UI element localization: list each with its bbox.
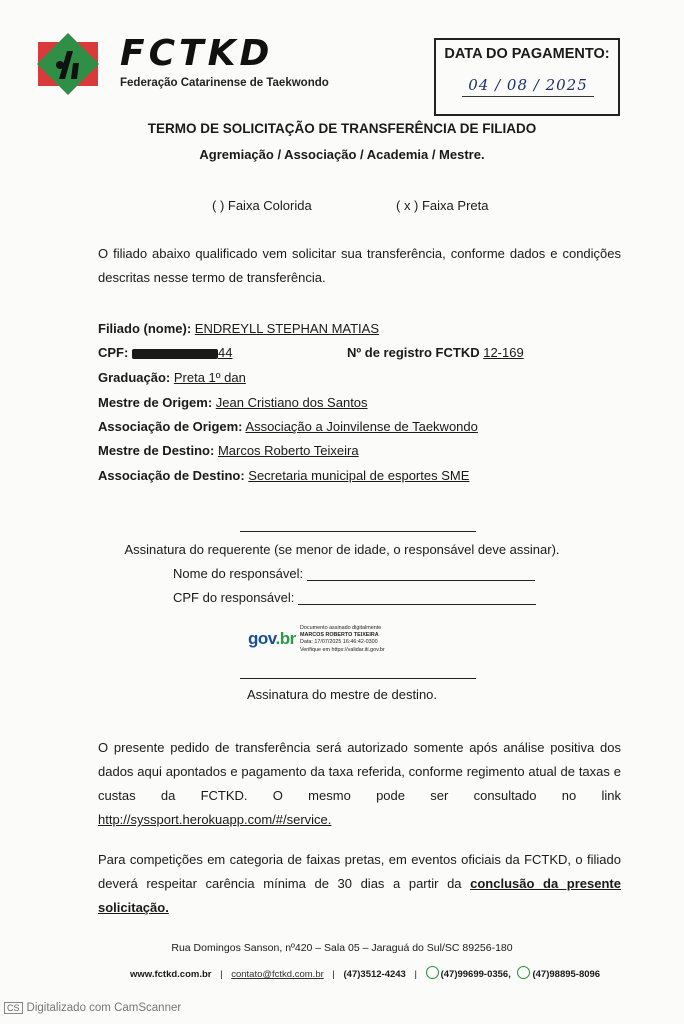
notice-authorization <box>98 736 621 832</box>
responsavel-name-label: Nome do responsável: <box>173 566 304 581</box>
field-assoc-destino-label: Associação de Destino: <box>98 468 245 483</box>
govbr-signature-stamp <box>248 625 428 665</box>
signature-mestre-destino-label: Assinatura do mestre de destino. <box>246 687 438 702</box>
notice-authorization-paragraph <box>98 736 621 832</box>
payment-date-value: 04 / 08 / 2025 <box>468 76 588 94</box>
notice-black-belt-paragraph <box>98 848 621 920</box>
field-mestre-destino-value: Marcos Roberto Teixeira <box>217 443 359 458</box>
field-filiado <box>98 321 379 336</box>
camscanner-watermark <box>4 1002 181 1014</box>
govbr-logo <box>248 629 296 649</box>
whatsapp-icon <box>426 966 439 979</box>
payment-date-box <box>434 38 620 116</box>
govbr-logo-gov: gov <box>248 629 276 648</box>
field-assoc-destino-value: Secretaria municipal de esportes SME <box>248 468 470 483</box>
field-assoc-origem <box>98 419 478 434</box>
field-cpf <box>98 345 232 360</box>
payment-date-line <box>462 96 594 97</box>
field-mestre-destino-label: Mestre de Destino: <box>98 443 215 458</box>
govbr-logo-br: .br <box>275 629 296 648</box>
footer-phone-2: (47)99699-0356, <box>440 969 511 980</box>
cpf-redaction <box>132 349 218 359</box>
fctkd-logo <box>37 33 99 95</box>
footer-phone-3: (47)98895-8096 <box>532 969 601 980</box>
field-registro <box>347 345 524 360</box>
document-subtitle: Agremiação / Associação / Academia / Mestre. <box>199 147 485 162</box>
option-faixa-colorida: ( ) Faixa Colorida <box>212 198 312 213</box>
footer-contacts: www.fctkd.com.br | contato@fctkd.com.br | (47)3512-4243 | (47)99699-0356, (47)98895-8096 <box>130 966 600 980</box>
responsavel-name-blank <box>307 566 535 581</box>
field-registro-label: Nº de registro FCTKD <box>347 345 480 360</box>
govbr-line-1: Documento assinado digitalmente <box>300 625 382 631</box>
field-graduacao <box>98 370 246 385</box>
footer-site[interactable]: www.fctkd.com.br <box>130 969 212 980</box>
responsavel-cpf-label: CPF do responsável: <box>173 590 295 605</box>
intro-text: O filiado abaixo qualificado vem solicitar sua transferência, conforme dados e condições descritas nesse termo de transferência. <box>98 246 621 285</box>
field-assoc-origem-label: Associação de Origem: <box>98 419 243 434</box>
field-mestre-origem-label: Mestre de Origem: <box>98 395 213 410</box>
field-mestre-origem-value: Jean Cristiano dos Santos <box>215 395 368 410</box>
notice-authorization-text: O presente pedido de transferência será autorizado somente após análise positiva dos dados aqui apontados e pagamento da taxa referida, conforme regimento atual de taxas e custas da FCTKD. O mesmo pode ser consultado no link <box>98 740 621 803</box>
responsavel-name-row <box>173 566 535 581</box>
footer-address: Rua Domingos Sanson, nº420 – Sala 05 – Jaraguá do Sul/SC 89256-180 <box>171 942 513 954</box>
field-graduacao-label: Graduação: <box>98 370 171 385</box>
option-faixa-preta: ( x ) Faixa Preta <box>396 198 489 213</box>
brand-name: FCTKD <box>120 33 274 74</box>
camscanner-icon: CS <box>4 1002 23 1014</box>
notice-black-belt-emphasis: conclusão da presente solicitação. <box>98 876 621 915</box>
field-assoc-destino <box>98 468 469 483</box>
field-cpf-label: CPF: <box>98 345 129 360</box>
field-registro-value: 12-169 <box>483 345 524 360</box>
field-cpf-value: 44 <box>217 345 233 360</box>
responsavel-cpf-row <box>173 590 536 605</box>
field-graduacao-value: Preta 1º dan <box>173 370 246 385</box>
whatsapp-icon <box>517 966 530 979</box>
camscanner-text: Digitalizado com CamScanner <box>26 1002 182 1014</box>
govbr-line-2: MARCOS ROBERTO TEIXEIRA <box>300 632 379 639</box>
footer-phone-1: (47)3512-4243 <box>343 969 406 980</box>
responsavel-cpf-blank <box>298 590 536 605</box>
signature-requerente-label: Assinatura do requerente (se menor de idade, o responsável deve assinar). <box>124 542 560 557</box>
payment-date-title: DATA DO PAGAMENTO: <box>444 46 610 62</box>
field-filiado-value: ENDREYLL STEPHAN MATIAS <box>194 321 380 336</box>
signature-line-requerente <box>240 531 476 532</box>
govbr-stamp-text <box>300 625 385 654</box>
notice-black-belt <box>98 848 621 920</box>
field-filiado-label: Filiado (nome): <box>98 321 192 336</box>
intro-paragraph <box>98 242 621 290</box>
footer-email[interactable]: contato@fctkd.com.br <box>231 969 324 980</box>
govbr-line-3: Data: 17/07/2025 16:46:42-0300 <box>300 639 378 646</box>
field-assoc-origem-value: Associação a Joinvilense de Taekwondo <box>245 419 478 434</box>
govbr-line-4: Verifique em https://validar.iti.gov.br <box>300 646 385 653</box>
field-mestre-origem <box>98 395 368 410</box>
signature-line-mestre-destino <box>240 678 476 679</box>
brand-subtitle: Federação Catarinense de Taekwondo <box>120 77 329 89</box>
syssport-link[interactable]: http://syssport.herokuapp.com/#/service. <box>98 812 332 827</box>
document-title: TERMO DE SOLICITAÇÃO DE TRANSFERÊNCIA DE FILIADO <box>147 121 537 136</box>
notice-black-belt-text: Para competições em categoria de faixas pretas, em eventos oficiais da FCTKD, o filiado deverá respeitar carência mínima de 30 dias a partir da <box>98 852 621 891</box>
field-mestre-destino <box>98 443 359 458</box>
